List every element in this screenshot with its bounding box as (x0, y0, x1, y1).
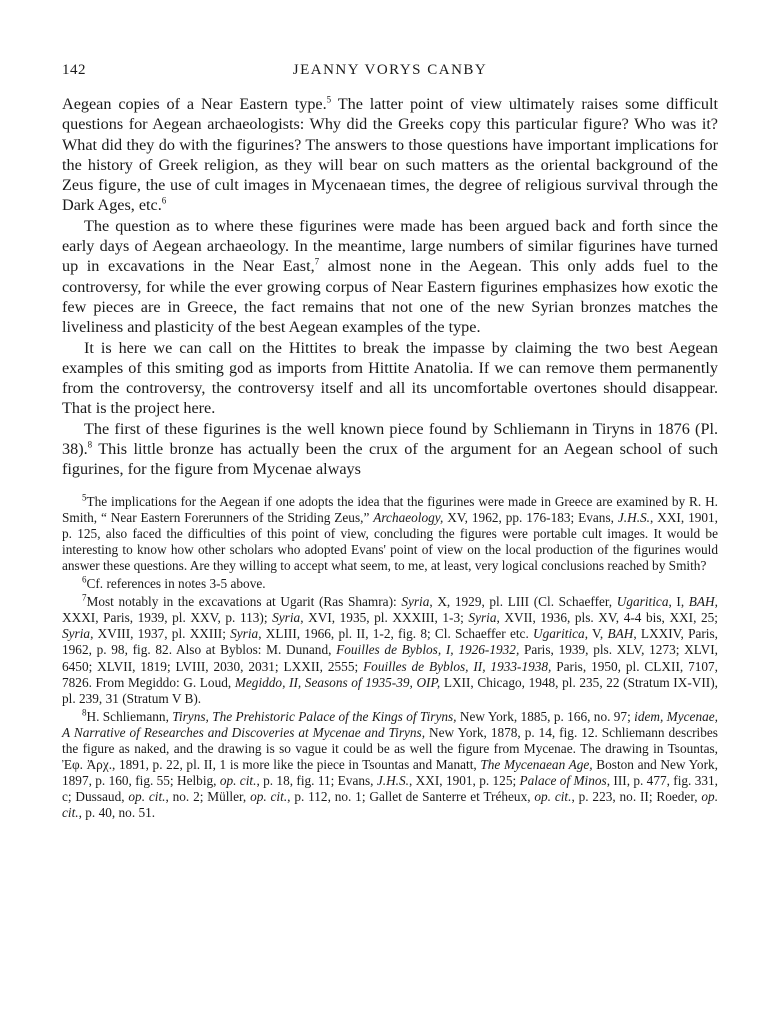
footnote-text: , XXXI, Paris, 1939, pl. XXV, p. 113); (62, 594, 718, 626)
footnote-text: Paris, 1939, pls. XLV, 1273; XLVI, 6450; XLVII, 1819; LVIII, 2030, 2031; LXXII, 2555; (62, 642, 718, 674)
paragraph-2 (62, 216, 718, 338)
footnote-ref: 8 (87, 439, 93, 450)
footnote-text: , I, (668, 594, 689, 610)
footnote-number: 8 (82, 707, 87, 718)
footnote-text: , p. 112, no. 1; Gallet de Santerre et Tréheux, (287, 789, 535, 805)
footnote-text: , XLIII, 1966, pl. II, 1-2, fig. 8; Cl. Schaeffer etc. (258, 626, 533, 642)
paragraph-text: The question as to where these figurines were made has been argued back and forth since the early days of Aegean archaeology. In the meantime, large numbers of similar figurines have turned up in excavations in the Near East, (62, 216, 718, 276)
footnote-number: 5 (82, 492, 87, 503)
footnote-text: op. cit. (250, 789, 288, 805)
footnote-text: , XVI, 1935, pl. XXXIII, 1-3; (300, 610, 469, 626)
footnote-number: 6 (82, 574, 87, 585)
paragraph-3: It is here we can call on the Hittites to break the impasse by claiming the two best Aegean examples of this smiting god as imports from Hittite Anatolia. If we can remove them permanently from the controversy, the controversy itself and all its uncomfortable overtones should disappear. That is the project here. (62, 338, 718, 418)
footnote-text: Fouilles de Byblos, I, 1926-1932, (336, 642, 520, 658)
footnote-text: Syria (401, 594, 430, 610)
footnote-text: idem, Mycenae, A Narrative of Researches and Discoveries at Mycenae and Tiryns, (62, 708, 718, 740)
footnotes (62, 494, 718, 822)
page-number: 142 (62, 62, 86, 78)
footnote-text: LXII, Chicago, 1948, pl. 235, 22 (Stratum IX-VII), pl. 239, 31 (Stratum V B). (62, 674, 718, 706)
footnote-number: 7 (82, 592, 87, 603)
footnote-text: , XXI, 1901, p. 125, also faced the difficulties of this point of view, concluding the figures were portable cult images. It would be interesting to know how other scholars who adopted Evans' point of view on the local production of the figurines would answer these questions. Are they willing to accept what seem, to me, at least, very logical conclusions reached by Smith? (62, 509, 718, 574)
footnote-text: J.H.S. (376, 773, 409, 789)
footnote-text: , III, p. 477, fig. 331, c; Dussaud, (62, 773, 719, 805)
footnote-text: Syria (230, 626, 259, 642)
footnote-text: BAH (607, 626, 634, 642)
paragraph-text: The first of these figurines is the well known piece found by Schliemann in Tiryns in 1876 (Pl. 38). (62, 419, 718, 459)
footnote-text: , p. 223, no. II; Roeder, (571, 789, 702, 805)
footnote-text: H. Schliemann, (86, 708, 173, 724)
footnote-text: New York, 1885, p. 166, no. 97; (456, 708, 635, 724)
footnote-text: J.H.S. (617, 509, 650, 525)
footnote-text: op. cit. (62, 789, 719, 821)
page-header (62, 58, 718, 86)
running-title: JEANNY VORYS CANBY (292, 62, 488, 78)
footnote-7 (62, 594, 718, 707)
footnote-text: , XXI, 1901, p. 125; (408, 773, 520, 789)
footnote-text: Palace of Minos (519, 773, 607, 789)
footnote-text: Megiddo, II, Seasons of 1935-39, OIP, (234, 674, 441, 690)
footnote-text: Syria (272, 610, 301, 626)
footnote-text: Most notably in the excavations at Ugarit (Ras Shamra): (86, 594, 402, 610)
footnote-text: , XVIII, 1937, pl. XXIII; (90, 626, 231, 642)
footnote-text: Tiryns, The Prehistoric Palace of the Kings of Tiryns, (172, 708, 457, 724)
footnote-text: , no. 2; Müller, (165, 789, 251, 805)
footnote-text: Boston and New York, 1897, p. 160, fig. 55; Helbig, (62, 757, 718, 789)
footnote-text: , p. 40, no. 51. (78, 805, 156, 821)
page (62, 58, 718, 822)
footnote-text: op. cit. (219, 773, 257, 789)
footnote-text: Ugaritica (616, 594, 669, 610)
footnote-6 (62, 576, 718, 592)
footnote-text: op. cit. (534, 789, 572, 805)
paragraph-1 (62, 94, 718, 216)
body-text (62, 94, 718, 480)
paragraph-text: Aegean copies of a Near Eastern type. (62, 95, 327, 113)
footnote-text: , V, (584, 626, 608, 642)
footnote-text: New York, 1878, p. 14, fig. 12. Schliemann describes the figure as naked, and the drawing is so vague it could be as well the figure from Mycenae. The drawing in Tsountas, Ἐφ. Ἀρχ., 1891, p. 22, pl. II, 1 is more like the piece in Tsountas and Manatt, (62, 724, 718, 773)
footnote-ref: 6 (161, 196, 167, 207)
footnote-text: Archaeology, (373, 509, 444, 525)
footnote-text: Ugaritica (533, 626, 585, 642)
footnote-text: The Mycenaean Age, (480, 757, 593, 773)
paragraph-text: This little bronze has actually been the crux of the argument for an Aegean school of such figurines, for the figure from Mycenae always (62, 440, 718, 479)
footnote-text: Cf. references in notes 3-5 above. (86, 576, 266, 592)
footnote-text: Syria (468, 610, 497, 626)
footnote-text: Syria (62, 626, 91, 642)
footnote-text: Paris, 1950, pl. CLXII, 7107, 7826. From Megiddo: G. Loud, (62, 658, 718, 690)
footnote-text: The implications for the Aegean if one adopts the idea that the figurines were made in Greece are examined by R. H. Smith, “ Near Eastern Forerunners of the Striding Zeus,” (62, 493, 718, 525)
paragraph-text: almost none in the Aegean. This only adds fuel to the controversy, for while the ever growing corpus of Near Eastern figurines emphasizes how exotic the few pieces are in Greece, the fact remains that not one of the new Syrian bronzes matches the liveliness and plasticity of the best Aegean examples of the type. (62, 257, 718, 337)
footnote-ref: 5 (326, 94, 332, 105)
footnote-text: BAH (688, 594, 715, 610)
footnote-8 (62, 709, 718, 822)
footnote-text: , XVII, 1936, pls. XV, 4-4 bis, XXI, 25; (496, 610, 718, 626)
footnote-text: Fouilles de Byblos, II, 1933-1938, (363, 658, 552, 674)
footnote-text: , LXXIV, Paris, 1962, p. 98, fig. 82. Also at Byblos: M. Dunand, (62, 626, 718, 658)
footnote-ref: 7 (314, 256, 320, 267)
footnote-5 (62, 494, 718, 574)
footnote-text: , X, 1929, pl. LIII (Cl. Schaeffer, (429, 594, 617, 610)
footnote-text: XV, 1962, pp. 176-183; Evans, (443, 509, 618, 525)
paragraph-text: The latter point of view ultimately raises some difficult questions for Aegean archaeologists: Why did the Greeks copy this particular figure? Who was it? What did they do with the figurines? The answers to those questions have important implications for the history of Greek religion, as they will bear on such matters as the oriental background of the Zeus figure, the use of cult images in Mycenaean times, the degree of religious survival through the Dark Ages, etc. (62, 95, 718, 215)
footnote-text: op. cit. (128, 789, 166, 805)
paragraph-4 (62, 419, 718, 480)
footnote-text: , p. 18, fig. 11; Evans, (256, 773, 377, 789)
